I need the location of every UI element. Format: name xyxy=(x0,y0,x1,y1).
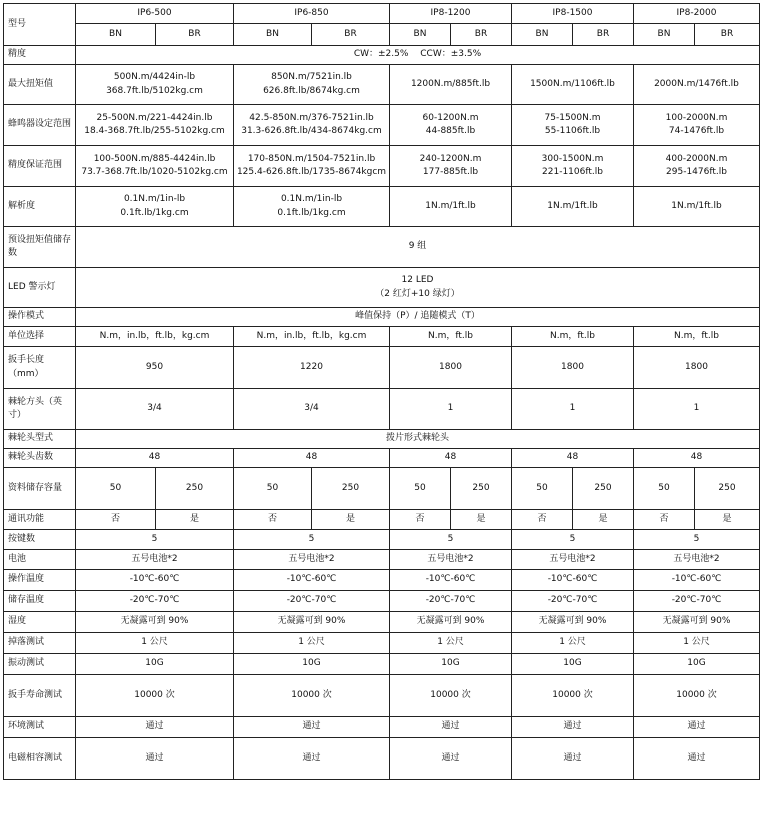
row-keys xyxy=(4,530,760,550)
row-memory xyxy=(4,468,760,510)
row-emc xyxy=(4,738,760,780)
comm-cell: 是 xyxy=(312,510,390,530)
sub-cell: BR xyxy=(451,24,512,46)
units-cell: N.m，ft.lb xyxy=(512,327,634,347)
sub-cell: BR xyxy=(156,24,234,46)
life-cell: 10000 次 xyxy=(390,675,512,717)
battery-cell: 五号电池*2 xyxy=(634,550,760,570)
drop-cell: 1 公尺 xyxy=(512,633,634,654)
sub-cell: BR xyxy=(312,24,390,46)
length-cell: 1800 xyxy=(390,347,512,389)
store-temp-cell: -20℃-70℃ xyxy=(634,591,760,612)
keys-cell: 5 xyxy=(634,530,760,550)
teeth-cell: 48 xyxy=(76,449,234,468)
row-label: 预设扭矩值储存数 xyxy=(4,227,76,268)
units-cell: N.m，ft.lb xyxy=(390,327,512,347)
memory-cell: 250 xyxy=(573,468,634,510)
sub-cell: BR xyxy=(573,24,634,46)
sub-cell: BN xyxy=(634,24,695,46)
row-drop xyxy=(4,633,760,654)
row-label: 精度保证范围 xyxy=(4,146,76,187)
row-max-torque xyxy=(4,65,760,105)
row-label: LED 警示灯 xyxy=(4,268,76,308)
life-cell: 10000 次 xyxy=(512,675,634,717)
memory-cell: 50 xyxy=(512,468,573,510)
resolution-cell: 0.1N.m/1in-lb 0.1ft.lb/1kg.cm xyxy=(76,187,234,227)
led-value: 12 LED （2 红灯+10 绿灯） xyxy=(76,268,760,308)
header-label: 型号 xyxy=(4,4,76,46)
length-cell: 1220 xyxy=(234,347,390,389)
row-label: 掉落测试 xyxy=(4,633,76,654)
row-label: 通讯功能 xyxy=(4,510,76,530)
emc-cell: 通过 xyxy=(76,738,234,780)
sub-cell: BN xyxy=(76,24,156,46)
square-cell: 3/4 xyxy=(76,389,234,430)
keys-cell: 5 xyxy=(512,530,634,550)
env-cell: 通过 xyxy=(512,717,634,738)
comm-cell: 否 xyxy=(634,510,695,530)
row-comm xyxy=(4,510,760,530)
row-battery xyxy=(4,550,760,570)
units-cell: N.m，ft.lb xyxy=(634,327,760,347)
row-life xyxy=(4,675,760,717)
row-resolution xyxy=(4,187,760,227)
buzzer-cell: 75-1500N.m 55-1106ft.lb xyxy=(512,105,634,146)
resolution-cell: 1N.m/1ft.lb xyxy=(634,187,760,227)
battery-cell: 五号电池*2 xyxy=(76,550,234,570)
row-store-temp xyxy=(4,591,760,612)
row-label: 扳手长度（mm） xyxy=(4,347,76,389)
model-ip8-2000: IP8-2000 xyxy=(634,4,760,24)
accuracy-range-cell: 100-500N.m/885-4424in.lb 73.7-368.7ft.lb/1020-5102kg.cm xyxy=(76,146,234,187)
memory-cell: 50 xyxy=(634,468,695,510)
row-label: 扳手寿命测试 xyxy=(4,675,76,717)
drop-cell: 1 公尺 xyxy=(76,633,234,654)
units-cell: N.m，in.lb，ft.lb，kg.cm xyxy=(76,327,234,347)
max-torque-cell: 500N.m/4424in-lb 368.7ft.lb/5102kg.cm xyxy=(76,65,234,105)
sub-cell: BN xyxy=(390,24,451,46)
vibration-cell: 10G xyxy=(234,654,390,675)
row-vibration xyxy=(4,654,760,675)
memory-cell: 50 xyxy=(76,468,156,510)
teeth-cell: 48 xyxy=(512,449,634,468)
emc-cell: 通过 xyxy=(634,738,760,780)
drop-cell: 1 公尺 xyxy=(634,633,760,654)
store-temp-cell: -20℃-70℃ xyxy=(512,591,634,612)
battery-cell: 五号电池*2 xyxy=(234,550,390,570)
env-cell: 通过 xyxy=(634,717,760,738)
humidity-cell: 无凝露可到 90% xyxy=(390,612,512,633)
resolution-cell: 1N.m/1ft.lb xyxy=(512,187,634,227)
max-torque-cell: 1500N.m/1106ft.lb xyxy=(512,65,634,105)
row-length xyxy=(4,347,760,389)
max-torque-cell: 2000N.m/1476ft.lb xyxy=(634,65,760,105)
max-torque-cell: 850N.m/7521in.lb 626.8ft.lb/8674kg.cm xyxy=(234,65,390,105)
row-label: 操作温度 xyxy=(4,570,76,591)
header-row xyxy=(4,4,760,24)
humidity-cell: 无凝露可到 90% xyxy=(634,612,760,633)
max-torque-cell: 1200N.m/885ft.lb xyxy=(390,65,512,105)
buzzer-cell: 100-2000N.m 74-1476ft.lb xyxy=(634,105,760,146)
row-label: 蜂鸣器设定范围 xyxy=(4,105,76,146)
row-accuracy xyxy=(4,46,760,65)
life-cell: 10000 次 xyxy=(234,675,390,717)
store-temp-cell: -20℃-70℃ xyxy=(76,591,234,612)
life-cell: 10000 次 xyxy=(76,675,234,717)
row-label: 最大扭矩值 xyxy=(4,65,76,105)
buzzer-cell: 42.5-850N.m/376-7521in.lb 31.3-626.8ft.lb/434-8674kg.cm xyxy=(234,105,390,146)
memory-cell: 250 xyxy=(451,468,512,510)
row-label: 资料储存容量 xyxy=(4,468,76,510)
teeth-cell: 48 xyxy=(390,449,512,468)
drop-cell: 1 公尺 xyxy=(234,633,390,654)
keys-cell: 5 xyxy=(76,530,234,550)
row-square xyxy=(4,389,760,430)
drop-cell: 1 公尺 xyxy=(390,633,512,654)
resolution-cell: 1N.m/1ft.lb xyxy=(390,187,512,227)
model-ip6-500: IP6-500 xyxy=(76,4,234,24)
comm-cell: 否 xyxy=(76,510,156,530)
units-cell: N.m，in.lb，ft.lb，kg.cm xyxy=(234,327,390,347)
vibration-cell: 10G xyxy=(634,654,760,675)
vibration-cell: 10G xyxy=(76,654,234,675)
store-temp-cell: -20℃-70℃ xyxy=(234,591,390,612)
comm-cell: 是 xyxy=(695,510,760,530)
row-units xyxy=(4,327,760,347)
emc-cell: 通过 xyxy=(512,738,634,780)
resolution-cell: 0.1N.m/1in-lb 0.1ft.lb/1kg.cm xyxy=(234,187,390,227)
row-label: 电池 xyxy=(4,550,76,570)
env-cell: 通过 xyxy=(76,717,234,738)
mode-value: 峰值保持（P）/ 追随模式（T） xyxy=(76,308,760,327)
length-cell: 950 xyxy=(76,347,234,389)
comm-cell: 否 xyxy=(234,510,312,530)
comm-cell: 是 xyxy=(573,510,634,530)
accuracy-range-cell: 240-1200N.m 177-885ft.lb xyxy=(390,146,512,187)
row-env xyxy=(4,717,760,738)
teeth-cell: 48 xyxy=(234,449,390,468)
op-temp-cell: -10℃-60℃ xyxy=(234,570,390,591)
square-cell: 3/4 xyxy=(234,389,390,430)
memory-cell: 250 xyxy=(156,468,234,510)
row-head-type xyxy=(4,430,760,449)
row-label: 环境测试 xyxy=(4,717,76,738)
sub-cell: BR xyxy=(695,24,760,46)
row-accuracy-range xyxy=(4,146,760,187)
memory-cell: 50 xyxy=(390,468,451,510)
emc-cell: 通过 xyxy=(390,738,512,780)
row-label: 精度 xyxy=(4,46,76,65)
row-label: 单位选择 xyxy=(4,327,76,347)
square-cell: 1 xyxy=(634,389,760,430)
keys-cell: 5 xyxy=(390,530,512,550)
humidity-cell: 无凝露可到 90% xyxy=(512,612,634,633)
keys-cell: 5 xyxy=(234,530,390,550)
head-type-value: 拨片形式棘轮头 xyxy=(76,430,760,449)
op-temp-cell: -10℃-60℃ xyxy=(76,570,234,591)
sub-cell: BN xyxy=(512,24,573,46)
env-cell: 通过 xyxy=(234,717,390,738)
row-op-temp xyxy=(4,570,760,591)
row-label: 储存温度 xyxy=(4,591,76,612)
row-label: 电磁相容测试 xyxy=(4,738,76,780)
store-temp-cell: -20℃-70℃ xyxy=(390,591,512,612)
subheader-row xyxy=(4,24,760,46)
square-cell: 1 xyxy=(390,389,512,430)
row-label: 解析度 xyxy=(4,187,76,227)
buzzer-cell: 25-500N.m/221-4424in.lb 18.4-368.7ft.lb/255-5102kg.cm xyxy=(76,105,234,146)
row-label: 棘轮方头（英寸） xyxy=(4,389,76,430)
humidity-cell: 无凝露可到 90% xyxy=(76,612,234,633)
teeth-cell: 48 xyxy=(634,449,760,468)
row-led xyxy=(4,268,760,308)
row-label: 按键数 xyxy=(4,530,76,550)
row-mode xyxy=(4,308,760,327)
accuracy-value: CW：±2.5% CCW：±3.5% xyxy=(76,46,760,65)
row-preset xyxy=(4,227,760,268)
sub-cell: BN xyxy=(234,24,312,46)
comm-cell: 否 xyxy=(512,510,573,530)
comm-cell: 是 xyxy=(156,510,234,530)
comm-cell: 否 xyxy=(390,510,451,530)
memory-cell: 250 xyxy=(695,468,760,510)
row-label: 振动测试 xyxy=(4,654,76,675)
life-cell: 10000 次 xyxy=(634,675,760,717)
vibration-cell: 10G xyxy=(512,654,634,675)
accuracy-range-cell: 170-850N.m/1504-7521in.lb 125.4-626.8ft.lb/1735-8674kgcm xyxy=(234,146,390,187)
model-ip6-850: IP6-850 xyxy=(234,4,390,24)
buzzer-cell: 60-1200N.m 44-885ft.lb xyxy=(390,105,512,146)
square-cell: 1 xyxy=(512,389,634,430)
row-label: 棘轮头齿数 xyxy=(4,449,76,468)
row-buzzer xyxy=(4,105,760,146)
op-temp-cell: -10℃-60℃ xyxy=(512,570,634,591)
accuracy-range-cell: 300-1500N.m 221-1106ft.lb xyxy=(512,146,634,187)
length-cell: 1800 xyxy=(634,347,760,389)
battery-cell: 五号电池*2 xyxy=(512,550,634,570)
model-ip8-1200: IP8-1200 xyxy=(390,4,512,24)
emc-cell: 通过 xyxy=(234,738,390,780)
env-cell: 通过 xyxy=(390,717,512,738)
row-humidity xyxy=(4,612,760,633)
row-label: 湿度 xyxy=(4,612,76,633)
battery-cell: 五号电池*2 xyxy=(390,550,512,570)
row-label: 棘轮头型式 xyxy=(4,430,76,449)
row-teeth xyxy=(4,449,760,468)
spec-table xyxy=(3,3,760,780)
row-label: 操作模式 xyxy=(4,308,76,327)
memory-cell: 250 xyxy=(312,468,390,510)
memory-cell: 50 xyxy=(234,468,312,510)
vibration-cell: 10G xyxy=(390,654,512,675)
humidity-cell: 无凝露可到 90% xyxy=(234,612,390,633)
comm-cell: 是 xyxy=(451,510,512,530)
preset-value: 9 组 xyxy=(76,227,760,268)
model-ip8-1500: IP8-1500 xyxy=(512,4,634,24)
op-temp-cell: -10℃-60℃ xyxy=(634,570,760,591)
op-temp-cell: -10℃-60℃ xyxy=(390,570,512,591)
length-cell: 1800 xyxy=(512,347,634,389)
accuracy-range-cell: 400-2000N.m 295-1476ft.lb xyxy=(634,146,760,187)
